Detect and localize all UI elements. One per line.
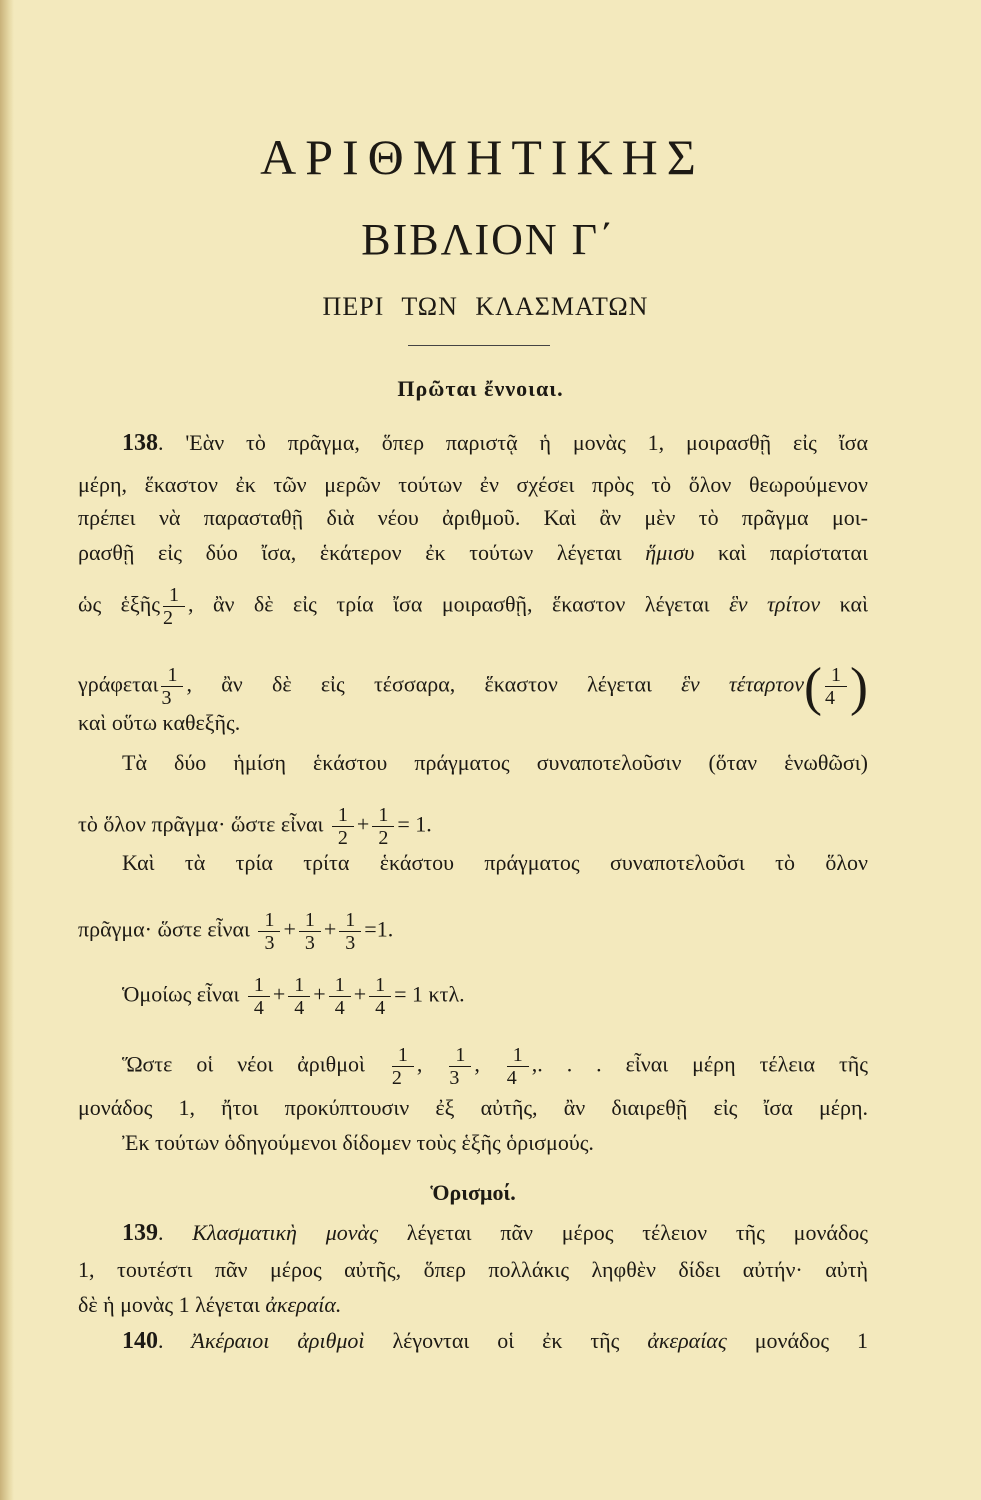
fraction <box>339 909 361 954</box>
text-run: λέγονται οἱ ἐκ τῆς <box>364 1328 648 1353</box>
text-line <box>78 804 868 849</box>
text-line <box>78 1291 868 1319</box>
numerator: 1 <box>258 909 280 932</box>
emphasis-text: ἥμισυ <box>645 540 695 565</box>
text-run: ,. . . εἶναι μέρη τέλεια τῆς <box>531 1051 869 1077</box>
fraction <box>329 974 351 1019</box>
text-run: + <box>323 916 337 942</box>
text-run: Ὁμοίως εἶναι <box>122 981 245 1007</box>
numerator: 1 <box>248 974 270 997</box>
parenthesis: ( <box>804 656 823 717</box>
paragraph-number: 140 <box>122 1328 158 1354</box>
denominator: 4 <box>825 687 836 709</box>
fraction <box>299 909 321 954</box>
emphasis-text: ἓν τέταρτον <box>681 671 805 697</box>
text-run: . 'Εὰν τὸ πρᾶγμα, ὅπερ παριστᾷ ἡ μονὰς 1, μοιρασθῇ εἰς ἴσα <box>158 430 868 455</box>
section-heading: Πρῶται ἔννοιαι. <box>397 376 564 401</box>
text-line <box>78 429 868 457</box>
chapter-title: ΠΕΡΙ ΤΩΝ ΚΛΑΣΜΑΤΩΝ <box>322 292 649 321</box>
text-run: Ὥστε οἱ νέοι ἀριθμοὶ <box>122 1051 389 1077</box>
text-run: ὡς ἑξῆς <box>78 591 160 617</box>
text-run: καὶ <box>820 591 868 617</box>
divider <box>408 345 550 346</box>
emphasis-text: Κλασματικὴ μονὰς <box>192 1220 378 1245</box>
denominator: 3 <box>264 932 275 954</box>
numerator: 1 <box>507 1044 529 1067</box>
text-run: Τὰ δύο ἡμίση ἑκάστου πράγματος συναποτελοῦσιν (ὅταν ἑνωθῶσι) <box>122 750 868 775</box>
text-run: Ἐκ τούτων ὁδηγούμενοι δίδομεν τοὺς ἑξῆς ὁρισμούς. <box>122 1130 594 1155</box>
numerator: 1 <box>392 1044 414 1067</box>
text-run: + <box>283 916 296 942</box>
text-run: πρᾶγμα· ὥστε εἶναι <box>78 916 256 942</box>
fraction <box>392 1044 414 1089</box>
numerator: 1 <box>288 974 310 997</box>
text-run: =1. <box>364 916 394 942</box>
text-run: μονάδος 1 <box>726 1328 868 1353</box>
text-line <box>78 1179 868 1207</box>
text-line <box>78 709 868 737</box>
text-run: + <box>313 981 326 1007</box>
text-run: καὶ οὕτω καθεξῆς. <box>78 710 241 735</box>
denominator: 4 <box>506 1067 517 1089</box>
fraction <box>507 1044 529 1089</box>
fraction <box>288 974 310 1019</box>
text-line <box>78 1256 868 1284</box>
numerator: 1 <box>332 804 354 827</box>
text-run: , ἂν δὲ εἰς τέσσαρα, ἕκαστον λέγεται <box>186 671 682 697</box>
paragraph-number: 138 <box>122 430 158 456</box>
text-run: . <box>158 1220 193 1245</box>
text-run: ρασθῇ εἰς δύο ἴσα, ἑκάτερον ἐκ τούτων λέγεται <box>78 540 646 565</box>
denominator: 4 <box>334 997 345 1019</box>
denominator: 3 <box>161 687 172 709</box>
text-line <box>78 749 868 777</box>
numerator: 1 <box>372 804 394 827</box>
denominator: 4 <box>375 997 386 1019</box>
text-line <box>78 1044 868 1089</box>
text-line <box>78 974 868 1019</box>
text-run: , <box>416 1051 447 1077</box>
numerator: 1 <box>449 1044 471 1067</box>
text-run: λέγεται πᾶν μέρος τέλειον τῆς μονάδος <box>378 1220 868 1245</box>
text-line <box>78 471 868 499</box>
fraction <box>449 1044 471 1089</box>
text-line <box>78 539 868 567</box>
fraction <box>161 664 183 709</box>
denominator: 2 <box>162 607 173 629</box>
text-run: μέρη, ἕκαστον ἐκ τῶν μερῶν τούτων ἐν σχέσει πρὸς τὸ ὅλον θεωρούμενον <box>78 472 868 497</box>
text-run: τὸ ὅλον πρᾶγμα· ὥστε εἶναι <box>78 811 329 837</box>
fraction <box>163 584 185 629</box>
fraction <box>248 974 270 1019</box>
text-run: = 1. <box>397 811 432 837</box>
numerator: 1 <box>163 584 185 607</box>
fraction <box>372 804 394 849</box>
denominator: 2 <box>378 827 389 849</box>
text-run: = 1 κτλ. <box>394 981 465 1007</box>
denominator: 3 <box>304 932 315 954</box>
text-run: καὶ παρίσταται <box>694 540 868 565</box>
text-line <box>78 584 868 629</box>
text-run: , ἂν δὲ εἰς τρία ἴσα μοιρασθῇ, ἕκαστον λέγεται <box>187 591 730 617</box>
text-run: + <box>353 981 367 1007</box>
text-run: + <box>272 981 286 1007</box>
numerator: 1 <box>825 664 847 687</box>
text-run: πρέπει νὰ παρασταθῇ διὰ νέου ἀριθμοῦ. Καὶ ἂν μὲν τὸ πρᾶγμα μοι- <box>78 505 868 530</box>
parenthesis: ) <box>850 656 868 717</box>
emphasis-text: ἀκεραίας <box>647 1328 727 1353</box>
paragraph-number: 139 <box>122 1220 158 1246</box>
denominator: 4 <box>294 997 305 1019</box>
text-run: γράφεται <box>78 671 159 697</box>
emphasis-text: ἀκεραία. <box>265 1292 342 1317</box>
text-line <box>78 909 868 954</box>
numerator: 1 <box>329 974 351 997</box>
text-line <box>78 1327 868 1355</box>
fraction <box>369 974 391 1019</box>
book-title: ΑΡΙΘΜΗΤΙΚΗΣ <box>260 129 705 185</box>
text-run: , <box>474 1051 504 1077</box>
text-line <box>78 1129 868 1157</box>
numerator: 1 <box>161 664 183 687</box>
text-line <box>78 504 868 532</box>
text-line <box>78 1094 868 1122</box>
text-line <box>78 1219 868 1247</box>
denominator: 3 <box>449 1067 460 1089</box>
numerator: 1 <box>299 909 321 932</box>
text-run: + <box>356 811 370 837</box>
fraction <box>825 664 847 709</box>
text-line <box>78 849 868 877</box>
denominator: 4 <box>253 997 264 1019</box>
text-run: Καὶ τὰ τρία τρίτα ἑκάστου πράγματος συναποτελοῦσι τὸ ὅλον <box>122 850 868 875</box>
emphasis-text: ἓν τρίτον <box>729 591 821 617</box>
definitions-heading: Ὁρισμοί. <box>430 1180 516 1205</box>
numerator: 1 <box>339 909 361 932</box>
emphasis-text: Ἀκέραιοι ἀριθμοὶ <box>191 1328 365 1353</box>
denominator: 2 <box>391 1067 402 1089</box>
text-run: μονάδος 1, ἤτοι προκύπτουσιν ἐξ αὐτῆς, ἂν διαιρεθῇ εἰς ἴσα μέρη. <box>78 1095 868 1120</box>
text-run: 1, τουτέστι πᾶν μέρος αὐτῆς, ὅπερ πολλάκις ληφθὲν δίδει αὐτήν· αὐτὴ <box>78 1257 868 1282</box>
denominator: 3 <box>345 932 356 954</box>
fraction <box>258 909 280 954</box>
text-run: . <box>158 1328 192 1353</box>
text-run: δὲ ἡ μονὰς 1 λέγεται <box>78 1292 266 1317</box>
denominator: 2 <box>337 827 348 849</box>
book-volume: ΒΙΒΛΙΟΝ Γ΄ <box>361 215 616 264</box>
numerator: 1 <box>369 974 391 997</box>
text-line <box>78 656 868 717</box>
fraction <box>332 804 354 849</box>
